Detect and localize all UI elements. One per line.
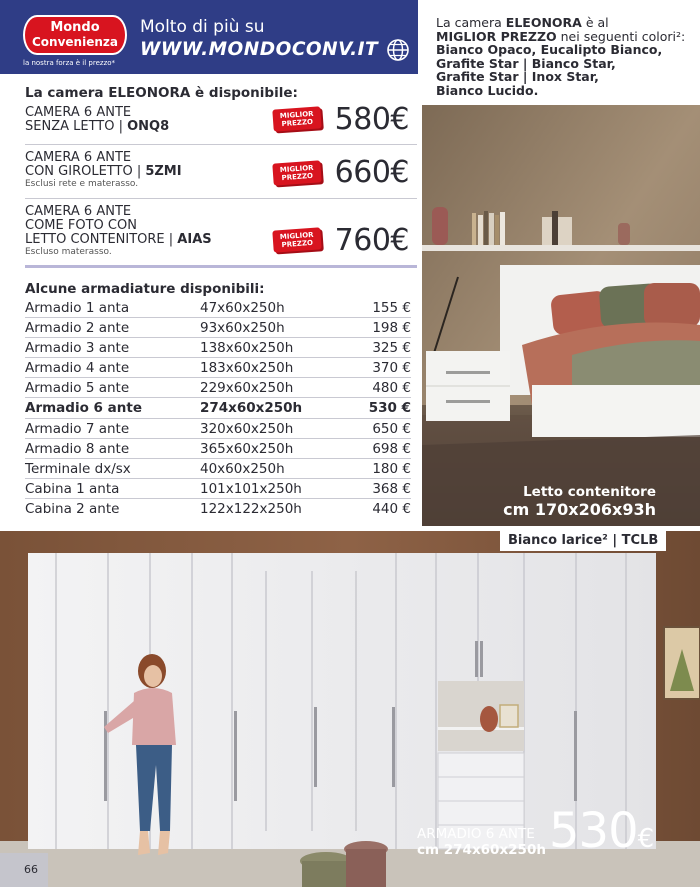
wardrobe-size: 274x60x250h xyxy=(200,400,303,417)
offer-detail: CON GIROLETTO | xyxy=(25,164,146,179)
bed-caption xyxy=(503,484,656,519)
best-price-badge: MIGLIOR PREZZO xyxy=(272,227,321,252)
wardrobe-name: Cabina 1 anta xyxy=(25,480,120,497)
table-row xyxy=(25,358,411,378)
divider xyxy=(25,144,417,145)
logo-badge xyxy=(23,15,127,55)
wardrobe-name: Cabina 2 ante xyxy=(25,500,120,517)
wardrobe-size: 40x60x250h xyxy=(200,460,285,477)
table-row xyxy=(25,499,411,519)
best-price-badge: MIGLIOR PREZZO xyxy=(272,106,321,131)
wardrobe-name: Armadio 8 ante xyxy=(25,440,130,457)
table-row xyxy=(25,298,411,318)
wardrobe-size: 101x101x250h xyxy=(200,480,302,497)
info-colors: Bianco Opaco, Eucalipto Bianco, xyxy=(436,42,663,57)
wardrobe-price: 440 € xyxy=(372,500,411,517)
best-price-badge: MIGLIOR PREZZO xyxy=(272,160,321,185)
logo-tagline: la nostra forza è il prezzo* xyxy=(23,59,116,67)
info-colors: Grafite Star | Inox Star, xyxy=(436,69,599,84)
wardrobe-name: Armadio 5 ante xyxy=(25,380,130,397)
info-mid: è al xyxy=(581,15,609,30)
wardrobe-size: 183x60x250h xyxy=(200,360,294,377)
table-row xyxy=(25,378,411,398)
wardrobe-price: 530 € xyxy=(368,400,411,417)
info-colors: Grafite Star | Bianco Star, xyxy=(436,55,616,71)
wardrobe-price: 198 € xyxy=(372,320,411,337)
wardrobe-size: 93x60x250h xyxy=(200,320,285,337)
wardrobe-name: Terminale dx/sx xyxy=(25,460,131,477)
divider xyxy=(25,198,417,199)
color-info-text xyxy=(436,16,694,97)
wardrobe-price: 698 € xyxy=(372,440,411,457)
offer-camera-letto-contenitore xyxy=(25,205,417,257)
wardrobe-label-size: cm 274x60x250h xyxy=(417,842,546,858)
info-suffix: nei seguenti colori²: xyxy=(556,28,686,44)
logo-line2: Convenienza xyxy=(32,35,118,49)
wardrobe-size: 122x122x250h xyxy=(200,500,302,517)
table-row xyxy=(25,318,411,338)
page-number: 66 xyxy=(0,853,48,887)
logo-line1: Mondo xyxy=(50,20,100,35)
wardrobe-size: 229x60x250h xyxy=(200,380,294,397)
table-row xyxy=(25,479,411,499)
offer-name: CAMERA 6 ANTE xyxy=(25,105,132,120)
wardrobe-size: 47x60x250h xyxy=(200,300,285,316)
offer-code: ONQ8 xyxy=(127,119,170,134)
offer-code: AIAS xyxy=(177,232,212,247)
offer-price: 760€ xyxy=(334,223,409,258)
wardrobe-price: 480 € xyxy=(372,380,411,397)
info-prefix: La camera xyxy=(436,15,506,30)
wardrobe-price-number: 530 xyxy=(549,803,638,859)
bedroom-photo xyxy=(422,105,700,526)
wardrobe-price: 650 € xyxy=(372,420,411,437)
wardrobe-label xyxy=(417,826,546,858)
wardrobe-finish-tag: Bianco larice² | TCLB xyxy=(500,531,666,551)
offer-note: Esclusi rete e materasso. xyxy=(25,179,139,189)
header-bar xyxy=(0,0,418,74)
offer-detail: COME FOTO CON xyxy=(25,218,137,233)
offer-price: 660€ xyxy=(334,155,409,190)
wardrobe-price: 370 € xyxy=(372,360,411,377)
wardrobe-price: 368 € xyxy=(372,480,411,497)
offer-detail: LETTO CONTENITORE | xyxy=(25,232,178,247)
wardrobe-price-big xyxy=(549,803,653,859)
section-divider xyxy=(25,265,417,268)
wardrobe-label-name: ARMADIO 6 ANTE xyxy=(417,826,535,842)
table-row xyxy=(25,459,411,479)
wardrobe-name: Armadio 6 ante xyxy=(25,400,142,417)
header-subtitle: Molto di più su xyxy=(140,17,265,37)
globe-icon xyxy=(386,38,410,62)
wardrobe-price-currency: € xyxy=(637,824,654,854)
wardrobe-size: 365x60x250h xyxy=(200,440,294,457)
offer-camera-giroletto xyxy=(25,151,417,189)
wardrobe-name: Armadio 7 ante xyxy=(25,420,130,437)
offer-detail: SENZA LETTO | xyxy=(25,119,128,134)
wardrobe-price: 180 € xyxy=(372,460,411,477)
info-best-price: MIGLIOR PREZZO xyxy=(436,28,557,44)
wardrobe-name: Armadio 1 anta xyxy=(25,300,130,316)
offer-camera-senza-letto xyxy=(25,102,417,137)
table-row-highlighted xyxy=(25,398,411,418)
mondo-convenienza-logo[interactable] xyxy=(23,15,127,67)
info-model-name: ELEONORA xyxy=(505,15,582,30)
wardrobe-size: 320x60x250h xyxy=(200,420,294,437)
offer-note: Escluso materasso. xyxy=(25,247,112,257)
wardrobe-name: Armadio 3 ante xyxy=(25,340,130,357)
offer-price: 580€ xyxy=(334,102,409,137)
info-colors: Bianco Lucido. xyxy=(436,82,539,98)
bed-caption-label: Letto contenitore xyxy=(523,484,656,500)
offer-name: CAMERA 6 ANTE xyxy=(25,204,132,219)
wardrobe-name: Armadio 4 ante xyxy=(25,360,130,377)
wardrobe-price: 325 € xyxy=(372,340,411,357)
website-url[interactable]: WWW.MONDOCONV.IT xyxy=(140,39,379,60)
bed-caption-size: cm 170x206x93h xyxy=(503,500,656,519)
availability-title: La camera ELEONORA è disponibile: xyxy=(25,85,298,101)
wardrobe-price: 155 € xyxy=(372,300,411,316)
wardrobe-price-table xyxy=(25,298,411,519)
wardrobe-name: Armadio 2 ante xyxy=(25,320,130,337)
table-row xyxy=(25,439,411,459)
table-row xyxy=(25,419,411,439)
wardrobes-title: Alcune armadiature disponibili: xyxy=(25,281,265,297)
wardrobe-size: 138x60x250h xyxy=(200,340,294,357)
offer-code: 5ZMI xyxy=(145,164,182,179)
offer-name: CAMERA 6 ANTE xyxy=(25,150,132,165)
table-row xyxy=(25,338,411,358)
